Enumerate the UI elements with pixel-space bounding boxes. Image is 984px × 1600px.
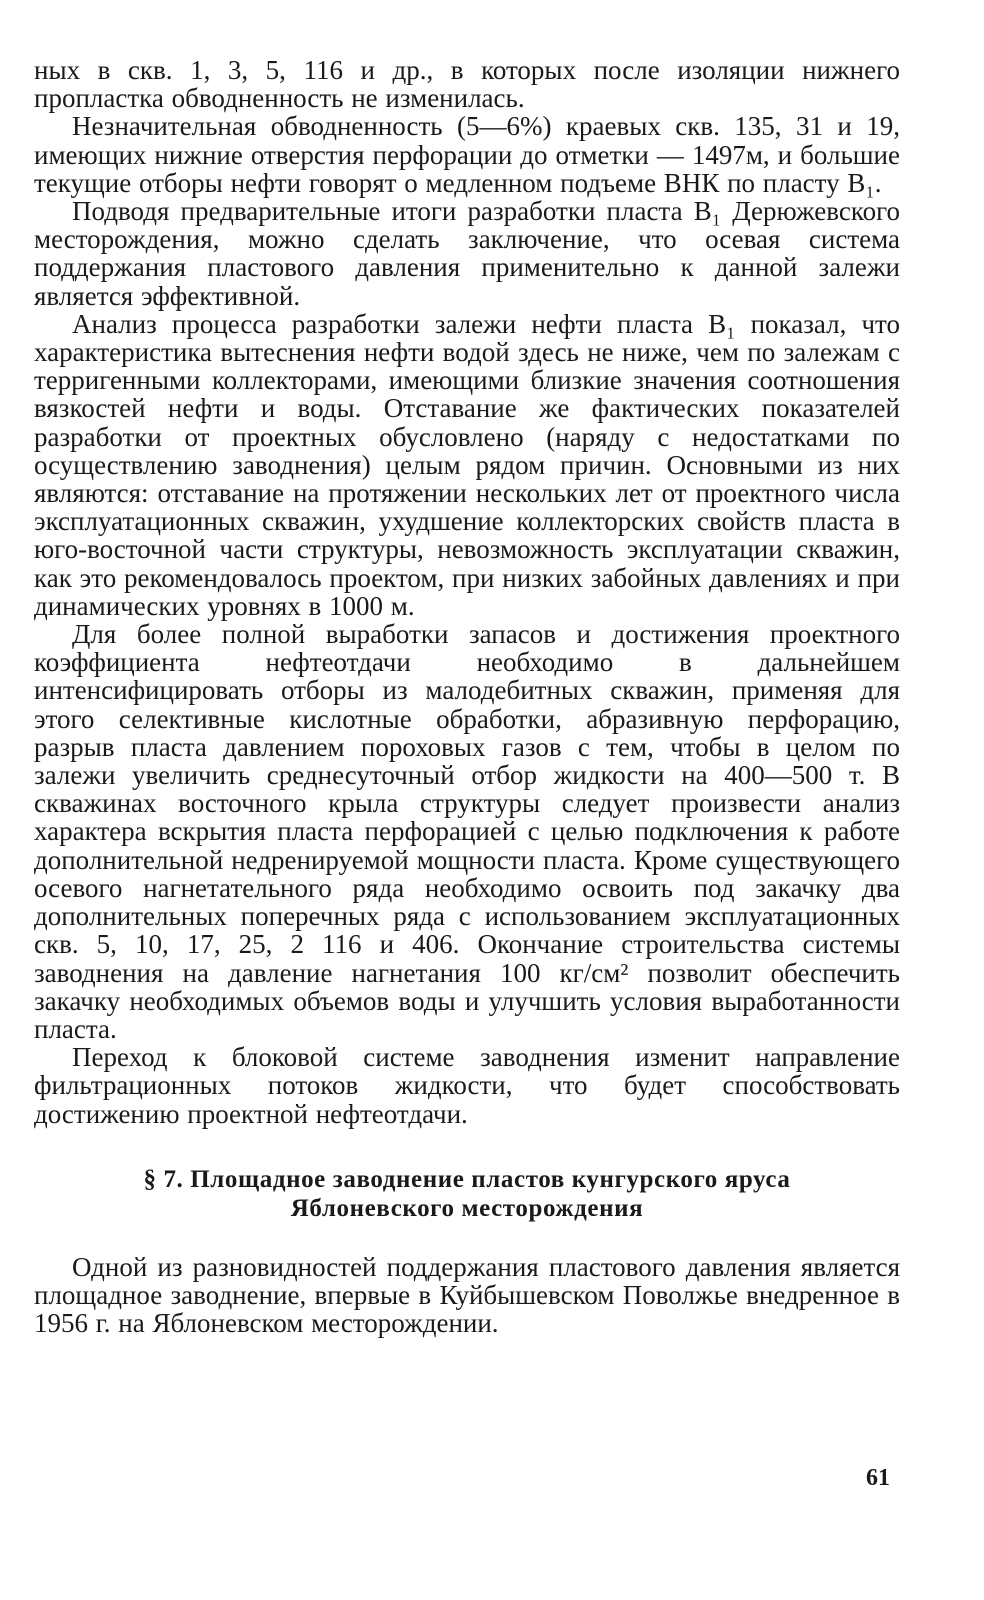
page-body [34, 56, 900, 1337]
paragraph-analysis: Анализ процесса разработки залежи нефти пласта В₁ показал, что характеристика вытеснения нефти водой здесь не ниже, чем по залежам с терригенными коллекторами, имеющими близкие значения соотношения вязкостей нефти и воды. Отставание же фактических показателей разработки от проектных обусловлено (наряду с недостатками по осуществлению заводнения) целым рядом причин. Основными из них являются: отставание на протяжении нескольких лет от проектного числа эксплуатационных скважин, ухудшение коллекторских свойств пласта в юго-восточной части структуры, невозможность эксплуатации скважин, как это рекомендовалось проектом, при низких забойных давлениях и при динамических уровнях в 1000 м. [34, 308, 900, 621]
paragraph-preliminary-results: Подводя предварительные итоги разработки пласта В₁ Дерюжевского месторождения, можно сделать заключение, что осевая система поддержания пластового давления применительно к данной залежи является эффективной. [34, 196, 900, 311]
paragraph-block-system: Переход к блоковой системе заводнения изменит направление фильтрационных потоков жидкости, что будет способствовать достижению проектной нефтеотдачи. [34, 1042, 900, 1129]
paragraph-water-cut: Незначительная обводненность (5—6%) краевых скв. 135, 31 и 19, имеющих нижние отверстия перфорации до отметки — 1497м, и большие текущие отборы нефти говорят о медленном подъеме ВНК по пласту В₁. [34, 111, 900, 198]
paragraph-continuation: ных в скв. 1, 3, 5, 116 и др., в которых после изоляции нижнего пропластка обводненность не изменилась. [34, 55, 900, 114]
section-heading-line-2: Яблоневского месторождения [290, 1194, 644, 1222]
paragraph-section-intro: Одной из разновидностей поддержания пластового давления является площадное заводнение, впервые в Куйбышевском Поволжье внедренное в 1956 г. на Яблоневском месторождении. [34, 1251, 900, 1339]
section-heading [34, 1165, 900, 1223]
page-number: 61 [866, 1465, 890, 1491]
section-heading-line-1: § 7. Площадное заводнение пластов кунгурского яруса [143, 1165, 791, 1193]
paragraph-recommendations: Для более полной выработки запасов и достижения проектного коэффициента нефтеотдачи необходимо в дальнейшем интенсифицировать отборы из малодебитных скважин, применяя для этого селективные кислотные обработки, абразивную перфорацию, разрыв пласта давлением пороховых газов с тем, чтобы в целом по залежи увеличить среднесуточный отбор жидкости на 400—500 т. В скважинах восточного крыла структуры следует произвести анализ характера вскрытия пласта перфорацией с целью подключения к работе дополнительной недренируемой мощности пласта. Кроме существующего осевого нагнетательного ряда необходимо освоить под закачку два дополнительных поперечных ряда с использованием эксплуатационных скв. 5, 10, 17, 25, 2 116 и 406. Окончание строительства системы заводнения на давление нагнетания 100 кг/см² позволит обеспечить закачку необходимых объемов воды и улучшить условия выработанности пласта. [34, 619, 900, 1044]
